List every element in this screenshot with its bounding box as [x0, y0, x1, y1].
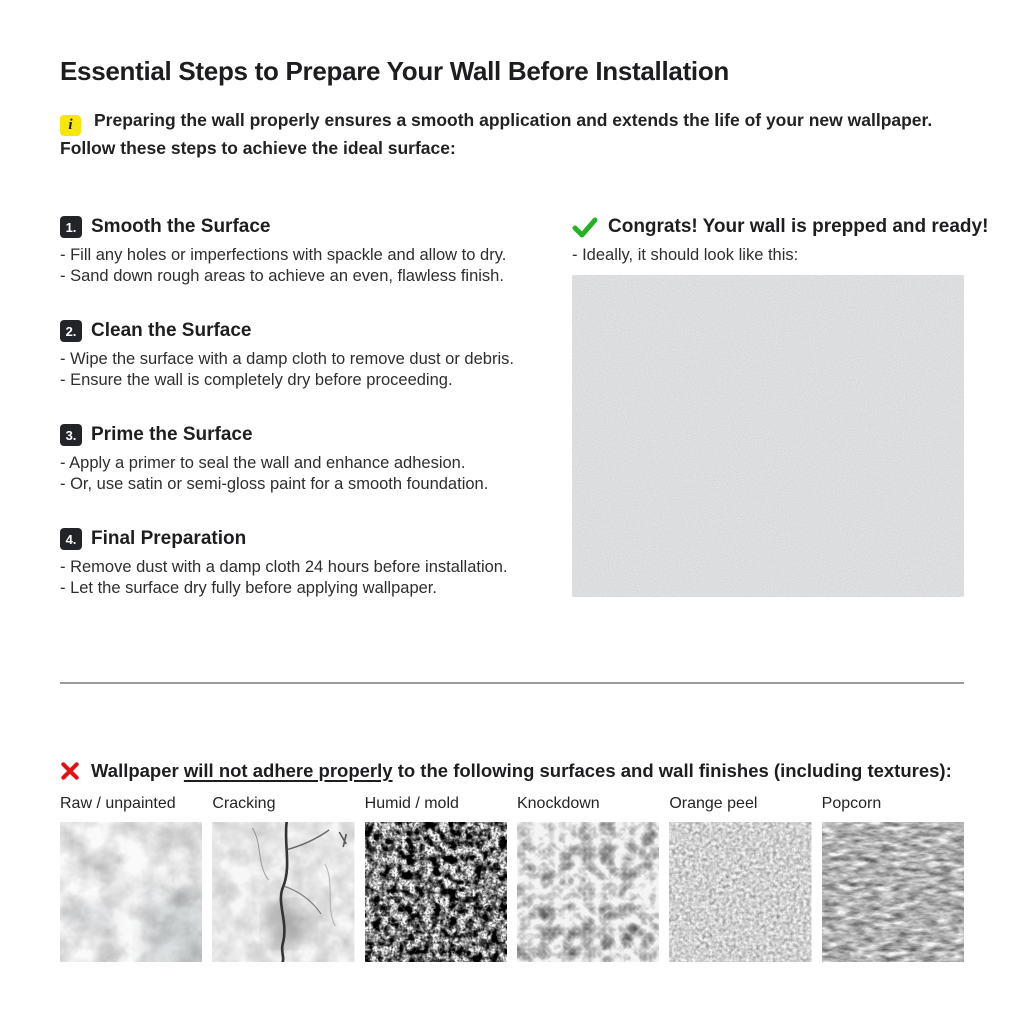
step-body: [60, 557, 536, 598]
step-body: [60, 245, 536, 286]
step-body: [60, 349, 536, 390]
step-detail: - Fill any holes or imperfections with spackle and allow to dry.: [60, 246, 507, 264]
step-detail: - Wipe the surface with a damp cloth to remove dust or debris.: [60, 350, 514, 368]
page-title: Essential Steps to Prepare Your Wall Before Installation: [60, 56, 730, 86]
texture-item-orange-peel: [669, 794, 811, 962]
step-detail: - Or, use satin or semi-gloss paint for a smooth foundation.: [60, 474, 489, 493]
step-heading: [60, 216, 536, 238]
step-detail: - Ensure the wall is completely dry before proceeding.: [60, 370, 453, 389]
texture-item-raw-unpainted: [60, 794, 202, 962]
success-title: Congrats! Your wall is prepped and ready!: [608, 216, 989, 237]
texture-image-knockdown: [517, 822, 659, 962]
step-heading: [60, 320, 536, 342]
step-title: Clean the Surface: [91, 320, 252, 341]
step-heading: [60, 528, 536, 550]
step-item-4: [60, 528, 536, 598]
step-title: Smooth the Surface: [91, 216, 271, 237]
info-icon: i: [60, 115, 81, 136]
check-icon: [572, 217, 598, 238]
texture-item-cracking: [212, 794, 354, 962]
texture-item-humid-mold: [365, 794, 507, 962]
step-body: [60, 453, 536, 494]
warning-text: [91, 760, 952, 782]
x-icon: [60, 761, 80, 781]
texture-image-orange-peel: [669, 822, 811, 962]
texture-image-raw-unpainted: [60, 822, 202, 962]
step-item-2: [60, 320, 536, 390]
texture-label: Humid / mold: [364, 795, 459, 812]
intro-paragraph: [60, 108, 964, 160]
step-number-badge: 1.: [60, 216, 82, 238]
success-heading: [572, 216, 989, 238]
step-detail: - Apply a primer to seal the wall and enhance adhesion.: [60, 454, 466, 472]
prepped-wall-image: [572, 275, 964, 597]
success-panel: [572, 216, 989, 598]
warning-underlined: will not adhere properly: [183, 760, 393, 781]
step-detail: - Let the surface dry fully before applying wallpaper.: [60, 578, 437, 597]
texture-image-cracking: [212, 822, 354, 962]
step-number-badge: 4.: [60, 528, 82, 550]
texture-label: Raw / unpainted: [60, 795, 176, 812]
texture-label: Knockdown: [516, 795, 600, 812]
step-title: Prime the Surface: [91, 424, 253, 445]
texture-item-popcorn: [822, 794, 964, 962]
success-caption: - Ideally, it should look like this:: [572, 246, 799, 264]
warning-section: [60, 760, 964, 962]
texture-image-humid-mold: [365, 822, 507, 962]
texture-label: Cracking: [212, 795, 276, 812]
steps-list: [60, 216, 536, 598]
texture-item-knockdown: [517, 794, 659, 962]
texture-image-popcorn: [822, 822, 964, 962]
intro-text: Preparing the wall properly ensures a smooth application and extends the life of your new wallpaper. Follow these steps to achieve the ideal surface:: [60, 110, 933, 158]
section-divider: [60, 682, 964, 684]
step-item-1: [60, 216, 536, 286]
texture-label: Orange peel: [669, 795, 758, 812]
texture-grid: [60, 794, 964, 962]
content-columns: [60, 216, 989, 598]
warning-prefix: Wallpaper: [91, 760, 184, 781]
warning-suffix: to the following surfaces and wall finishes (including textures):: [392, 760, 952, 781]
step-heading: [60, 424, 536, 446]
step-title: Final Preparation: [91, 528, 247, 549]
step-number-badge: 2.: [60, 320, 82, 342]
warning-heading: [60, 760, 964, 782]
step-item-3: [60, 424, 536, 494]
texture-label: Popcorn: [821, 795, 882, 812]
step-detail: - Sand down rough areas to achieve an even, flawless finish.: [60, 266, 504, 285]
step-detail: - Remove dust with a damp cloth 24 hours before installation.: [60, 558, 508, 576]
step-number-badge: 3.: [60, 424, 82, 446]
